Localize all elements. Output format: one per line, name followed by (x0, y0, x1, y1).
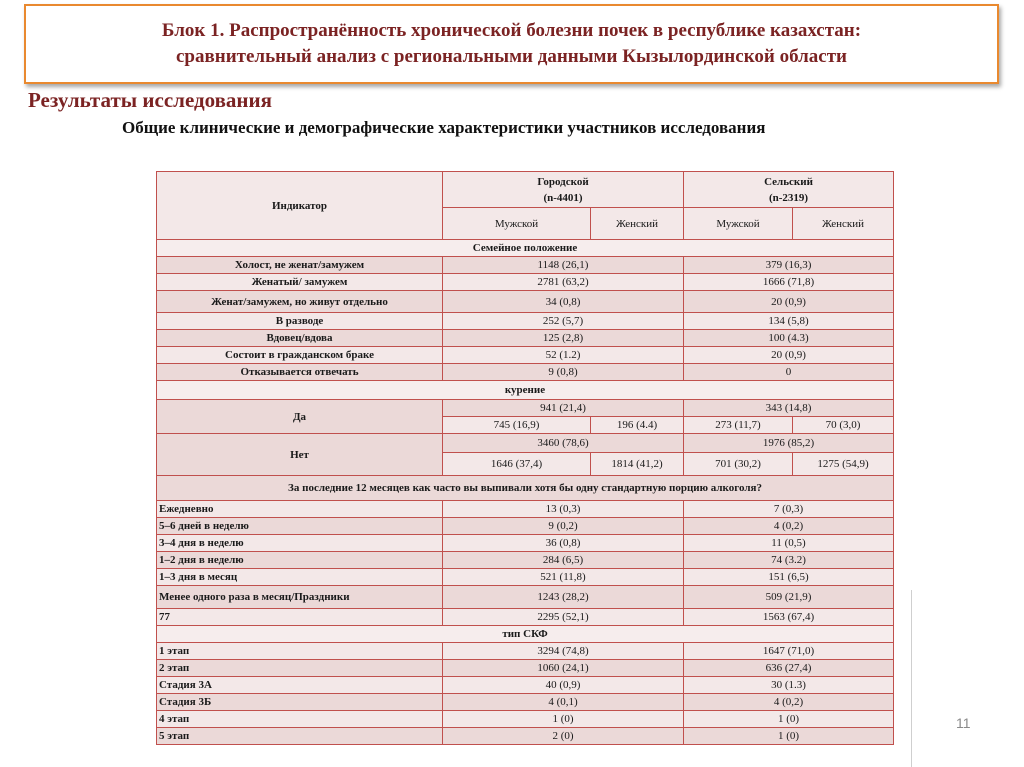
urban-value: 284 (6,5) (443, 552, 684, 569)
row-label: 1–2 дня в неделю (157, 552, 443, 569)
urban-value: 2781 (63,2) (443, 274, 684, 291)
title-line-2: сравнительный анализ с региональными данными Кызылординской области (176, 46, 847, 67)
row-label: 1 этап (157, 643, 443, 660)
marital-row (157, 274, 894, 291)
rural-value: 134 (5,8) (684, 313, 894, 330)
page-number: 11 (956, 715, 971, 731)
rural-value: 30 (1.3) (684, 677, 894, 694)
urban-total: 3460 (78,6) (443, 434, 684, 453)
rural-n: (n-2319) (768, 191, 809, 204)
row-label: Да (157, 400, 443, 434)
rural-value: 100 (4.3) (684, 330, 894, 347)
urban-male-value: 745 (16,9) (443, 417, 591, 434)
alcohol-row (157, 501, 894, 518)
gfr-row (157, 711, 894, 728)
urban-value: 9 (0,8) (443, 364, 684, 381)
row-label: Менее одного раза в месяц/Праздники (157, 586, 443, 609)
row-label: 77 (157, 609, 443, 626)
section-title-marital: Семейное положение (157, 240, 894, 257)
urban-value: 36 (0,8) (443, 535, 684, 552)
urban-female-header: Женский (591, 208, 684, 240)
urban-value: 4 (0,1) (443, 694, 684, 711)
marital-row (157, 347, 894, 364)
rural-value: 0 (684, 364, 894, 381)
row-label: 2 этап (157, 660, 443, 677)
row-label: Вдовец/вдова (157, 330, 443, 347)
rural-female-value: 70 (3,0) (793, 417, 894, 434)
row-label: 1–3 дня в месяц (157, 569, 443, 586)
divider-line (911, 590, 912, 767)
section-row (157, 476, 894, 501)
marital-row (157, 364, 894, 381)
row-label: Стадия 3Б (157, 694, 443, 711)
urban-value: 125 (2,8) (443, 330, 684, 347)
rural-male-header: Мужской (684, 208, 793, 240)
rural-female-header: Женский (793, 208, 894, 240)
gfr-row (157, 660, 894, 677)
rural-header (684, 172, 894, 208)
rural-male-value: 273 (11,7) (684, 417, 793, 434)
rural-value: 74 (3.2) (684, 552, 894, 569)
section-row (157, 626, 894, 643)
table-subtitle: Общие клинические и демографические характеристики участников исследования (122, 118, 766, 137)
gfr-row (157, 643, 894, 660)
rural-value: 1666 (71,8) (684, 274, 894, 291)
rural-value: 11 (0,5) (684, 535, 894, 552)
row-label: Состоит в гражданском браке (157, 347, 443, 364)
row-label: Отказывается отвечать (157, 364, 443, 381)
alcohol-row (157, 518, 894, 535)
smoking-row (157, 434, 894, 453)
characteristics-table (156, 171, 894, 745)
rural-total: 1976 (85,2) (684, 434, 894, 453)
urban-total: 941 (21,4) (443, 400, 684, 417)
urban-value: 52 (1.2) (443, 347, 684, 364)
row-label: 4 этап (157, 711, 443, 728)
urban-value: 252 (5,7) (443, 313, 684, 330)
urban-value: 13 (0,3) (443, 501, 684, 518)
rural-value: 7 (0,3) (684, 501, 894, 518)
rural-value: 4 (0,2) (684, 694, 894, 711)
rural-male-value: 701 (30,2) (684, 453, 793, 476)
urban-value: 40 (0,9) (443, 677, 684, 694)
row-label: Стадия 3А (157, 677, 443, 694)
urban-female-value: 1814 (41,2) (591, 453, 684, 476)
urban-n: (n-4401) (543, 191, 583, 204)
rural-value: 636 (27,4) (684, 660, 894, 677)
section-title-smoking: курение (157, 381, 894, 400)
rural-value: 379 (16,3) (684, 257, 894, 274)
title-line-1: Блок 1. Распространённость хронической болезни почек в республике казахстан: (161, 20, 862, 41)
gfr-row (157, 677, 894, 694)
marital-row (157, 330, 894, 347)
rural-value: 509 (21,9) (684, 586, 894, 609)
row-label: 5–6 дней в неделю (157, 518, 443, 535)
row-label: Нет (157, 434, 443, 476)
row-label: Женатый/ замужем (157, 274, 443, 291)
row-label: 3–4 дня в неделю (157, 535, 443, 552)
rural-value: 1 (0) (684, 728, 894, 745)
rural-value: 1647 (71,0) (684, 643, 894, 660)
section-row (157, 240, 894, 257)
title-box (24, 4, 999, 84)
row-label: В разводе (157, 313, 443, 330)
rural-value: 151 (6,5) (684, 569, 894, 586)
rural-value: 20 (0,9) (684, 291, 894, 313)
rural-value: 1563 (67,4) (684, 609, 894, 626)
rural-female-value: 1275 (54,9) (793, 453, 894, 476)
urban-value: 1148 (26,1) (443, 257, 684, 274)
urban-value: 1060 (24,1) (443, 660, 684, 677)
urban-value: 1243 (28,2) (443, 586, 684, 609)
urban-value: 9 (0,2) (443, 518, 684, 535)
urban-header (443, 172, 684, 208)
row-label: Ежедневно (157, 501, 443, 518)
gfr-row (157, 694, 894, 711)
marital-row (157, 257, 894, 274)
section-title-gfr: тип СКФ (157, 626, 894, 643)
urban-value: 2 (0) (443, 728, 684, 745)
rural-total: 343 (14,8) (684, 400, 894, 417)
marital-row (157, 313, 894, 330)
rural-value: 1 (0) (684, 711, 894, 728)
gfr-row (157, 728, 894, 745)
section-heading: Результаты исследования (28, 88, 272, 112)
smoking-row (157, 400, 894, 417)
rural-value: 4 (0,2) (684, 518, 894, 535)
section-title-alcohol: За последние 12 месяцев как часто вы выпивали хотя бы одну стандартную порцию алкоголя? (157, 476, 894, 501)
urban-value: 34 (0,8) (443, 291, 684, 313)
section-row (157, 381, 894, 400)
indicator-header: Индикатор (157, 172, 443, 240)
rural-name: Сельский (764, 175, 813, 188)
rural-value: 20 (0,9) (684, 347, 894, 364)
alcohol-row (157, 609, 894, 626)
urban-male-header: Мужской (443, 208, 591, 240)
row-label: 5 этап (157, 728, 443, 745)
urban-female-value: 196 (4.4) (591, 417, 684, 434)
urban-male-value: 1646 (37,4) (443, 453, 591, 476)
urban-value: 2295 (52,1) (443, 609, 684, 626)
urban-value: 521 (11,8) (443, 569, 684, 586)
urban-value: 3294 (74,8) (443, 643, 684, 660)
urban-name: Городской (537, 175, 589, 188)
alcohol-row (157, 586, 894, 609)
alcohol-row (157, 535, 894, 552)
row-label: Женат/замужем, но живут отдельно (157, 291, 443, 313)
row-label: Холост, не женат/замужем (157, 257, 443, 274)
alcohol-row (157, 552, 894, 569)
marital-row (157, 291, 894, 313)
urban-value: 1 (0) (443, 711, 684, 728)
alcohol-row (157, 569, 894, 586)
